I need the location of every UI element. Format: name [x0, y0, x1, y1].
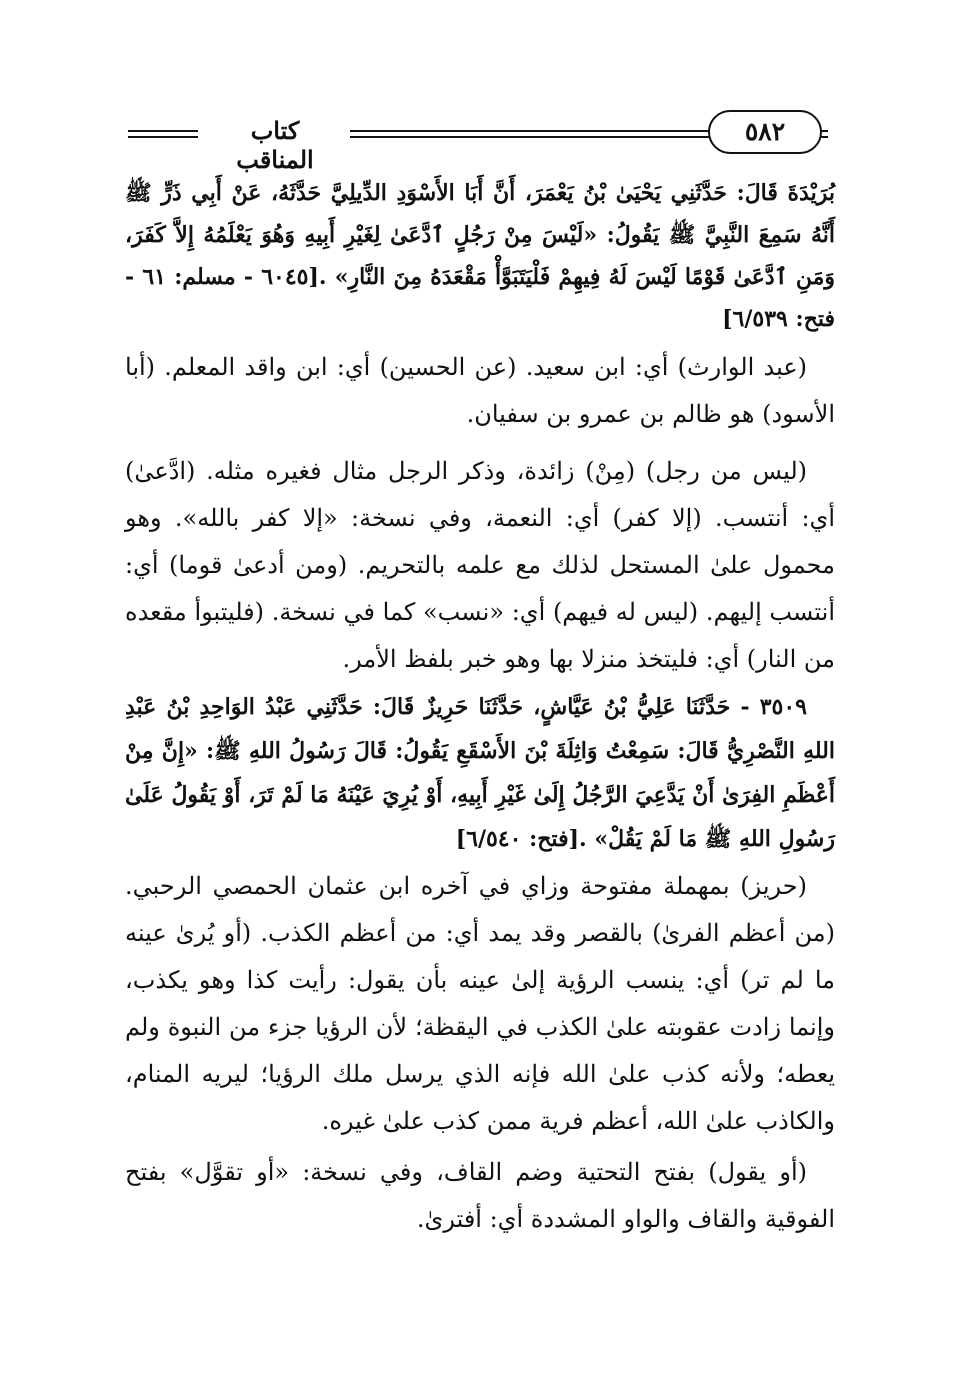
page-header — [128, 110, 828, 174]
commentary-paragraph: (حريز) بمهملة مفتوحة وزاي في آخره ابن عثمان الحمصي الرحبي. (من أعظم الفرىٰ) بالقصر وقد يمد أي: من أعظم الكذب. (أو يُرىٰ عينه ما لم تر) أي: ينسب الرؤية إلىٰ عينه بأن يقول: رأيت كذا وهو يكذب، وإنما زادت عقوبته علىٰ الكذب في اليقظة؛ لأن الرؤيا جزء من النبوة ولم يعطه؛ ولأنه كذب علىٰ الله فإنه الذي يرسل ملك الرؤيا؛ ليريه المنام، والكاذب علىٰ الله، أعظم فرية ممن كذب علىٰ غيره. — [125, 872, 835, 1135]
commentary-paragraph: (أو يقول) بفتح التحتية وضم القاف، وفي نسخة: «أو تقوَّل» بفتح الفوقية والقاف والواو المشددة أي: أفترىٰ. — [125, 1158, 835, 1233]
book-title: كتاب المناقب — [236, 116, 314, 174]
page-number: ٥٨٢ — [708, 110, 822, 154]
commentary-paragraph: (عبد الوارث) أي: ابن سعيد. (عن الحسين) أي: ابن واقد المعلم. (أبا الأسود) هو ظالم بن عمرو بن سفيان. — [125, 353, 835, 428]
header-rule-left — [128, 130, 198, 138]
commentary-paragraph: (ليس من رجل) (مِنْ) زائدة، وذكر الرجل مثال فغيره مثله. (ادَّعىٰ) أي: أنتسب. (إلا كفر) أي: النعمة، وفي نسخة: «إلا كفر بالله». وهو محمول علىٰ المستحل لذلك مع علمه بالتحريم. (ومن أدعىٰ قوما) أي: أنتسب إليهم. (ليس له فيهم) أي: «نسب» كما في نسخة. (فليتبوأ مقعده من النار) أي: فليتخذ منزلا بها وهو خبر بلفظ الأمر. — [125, 457, 835, 673]
hadith-text: ٣٥٠٩ - حَدَّثَنَا عَلِيُّ بْنُ عَيَّاشٍ، حَدَّثَنَا حَرِيزٌ قَالَ: حَدَّثَنِي عَبْدُ الوَاحِدِ بْنُ عَبْدِ اللهِ النَّصْرِيُّ قَالَ: سَمِعْتُ وَاثِلَةَ بْنَ الأَسْقَعِ يَقُولُ: قَالَ رَسُولُ اللهِ ﷺ: «إِنَّ مِنْ أَعْظَمِ الفِرَىٰ أَنْ يَدَّعِيَ الرَّجُلُ إِلَىٰ غَيْرِ أَبِيهِ، أَوْ يُرِيَ عَيْنَهُ مَا لَمْ تَرَ، أَوْ يَقُولُ عَلَىٰ رَسُولِ اللهِ ﷺ مَا لَمْ يَقُلْ» .[فتح: ٦/٥٤٠] — [125, 694, 835, 852]
body-text — [125, 172, 835, 1243]
hadith-text: بُرَيْدَةَ قَالَ: حَدَّثَنِي يَحْيَىٰ بْنُ يَعْمَرَ، أَنَّ أَبَا الأَسْوَدِ الدِّيلِيَّ حَدَّثَهُ، عَنْ أَبِي ذَرٍّ ﷺ أَنَّهُ سَمِعَ النَّبِيَّ ﷺ يَقُولُ: «لَيْسَ مِنْ رَجُلٍ ٱدَّعَىٰ لِغَيْرِ أَبِيهِ وَهُوَ يَعْلَمُهُ إِلاَّ كَفَرَ، وَمَنِ ٱدَّعَىٰ قَوْمًا لَيْسَ لَهُ فِيهِمْ فَلْيَتَبَوَّأْ مَقْعَدَهُ مِنَ النَّارِ» .[٦٠٤٥ - مسلم: ٦١ - فتح: ٦/٥٣٩] — [125, 180, 835, 332]
